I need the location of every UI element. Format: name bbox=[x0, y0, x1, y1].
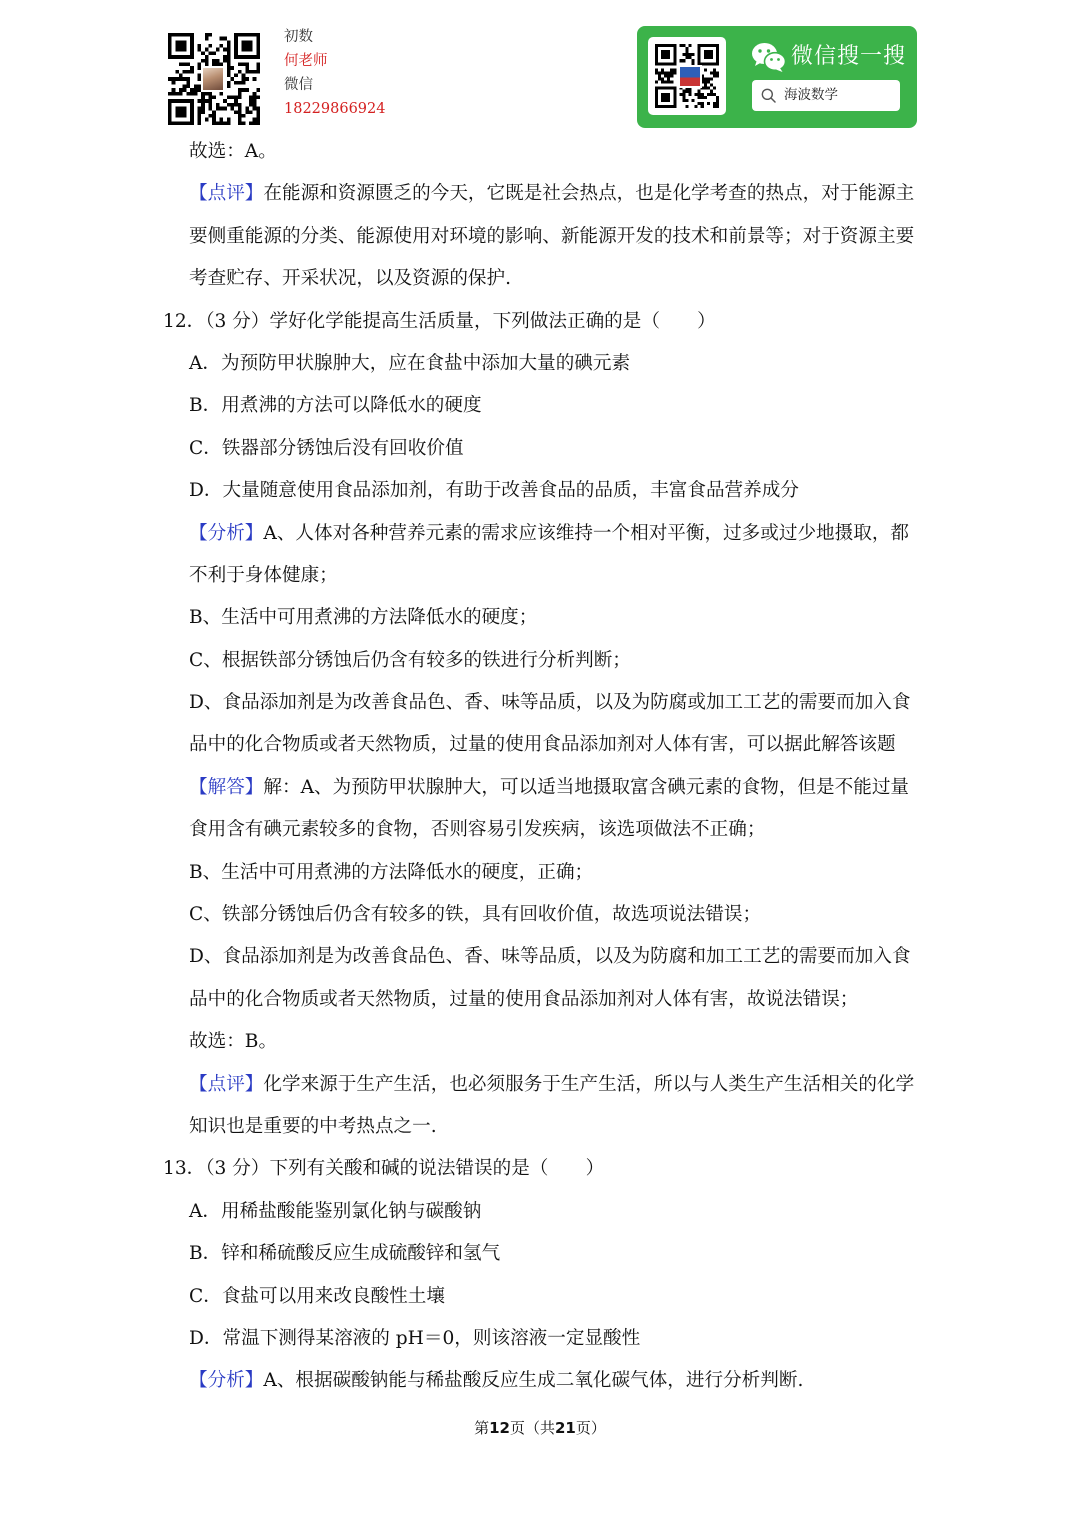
wechat-icon-eye bbox=[767, 49, 770, 52]
footer-total-pages: 21 bbox=[555, 1419, 576, 1437]
comment-text: 化学来源于生产生活，也必须服务于生产生活，所以与人类生产生活相关的化学 bbox=[263, 1073, 915, 1095]
wechat-search-box[interactable] bbox=[752, 80, 900, 111]
qr-center-photo bbox=[201, 66, 225, 92]
wechat-search-query: 海波数学 bbox=[784, 87, 838, 103]
wechat-qr-box[interactable] bbox=[648, 37, 726, 115]
wechat-icon-eye bbox=[777, 58, 780, 61]
wechat-search-card[interactable] bbox=[637, 26, 917, 128]
q13-analysis-line bbox=[0, 1360, 1080, 1402]
wechat-icon-eye bbox=[758, 49, 761, 52]
q12-comment-line: 知识也是重要的中考热点之一. bbox=[189, 1115, 437, 1137]
wechat-icon-bubble-small bbox=[765, 53, 786, 71]
q12-solution-line: 品中的化合物质或者天然物质，过量的使用食品添加剂对人体有害，故说法错误； bbox=[189, 988, 859, 1010]
q11-comment-line: 考查贮存、开采状况，以及资源的保护. bbox=[189, 268, 512, 290]
q13-option-c: C．食盐可以用来改良酸性土壤 bbox=[189, 1285, 445, 1307]
footer-page-number: 12 bbox=[489, 1419, 510, 1437]
q11-answer: 故选：A。 bbox=[189, 141, 277, 162]
q12-solution-line: 食用含有碘元素较多的食物，否则容易引发疾病，该选项做法不正确； bbox=[189, 819, 766, 841]
solution-text: 解：A、为预防甲状腺肿大，可以适当地摄取富含碘元素的食物，但是不能过量 bbox=[263, 776, 910, 798]
footer-middle: 页（共 bbox=[509, 1419, 555, 1437]
q13-option-b: B．锌和稀硫酸反应生成硫酸锌和氢气 bbox=[189, 1243, 501, 1265]
q12-option-a: A．为预防甲状腺肿大，应在食盐中添加大量的碘元素 bbox=[189, 352, 631, 374]
document-body bbox=[0, 131, 1080, 1403]
analysis-text: A、人体对各种营养元素的需求应该维持一个相对平衡，过多或过少地摄取，都 bbox=[263, 522, 910, 544]
q12-comment-line bbox=[0, 1064, 1080, 1106]
search-icon bbox=[761, 88, 776, 103]
q12-option-b: B．用煮沸的方法可以降低水的硬度 bbox=[189, 395, 482, 417]
analysis-tag: 【分析】 bbox=[189, 1370, 264, 1392]
footer-suffix: 页） bbox=[575, 1419, 606, 1437]
q12-stem: 12．（3 分）学好化学能提高生活质量，下列做法正确的是（ ） bbox=[163, 310, 716, 332]
comment-tag: 【点评】 bbox=[189, 183, 264, 205]
q12-answer: 故选：B。 bbox=[189, 1031, 278, 1053]
q12-solution-line: B、生活中可用煮沸的方法降低水的硬度，正确； bbox=[189, 861, 594, 883]
wechat-icon-eye bbox=[770, 58, 773, 61]
comment-tag: 【点评】 bbox=[189, 1073, 264, 1095]
q12-option-c: C．铁器部分锈蚀后没有回收价值 bbox=[189, 437, 464, 459]
contact-subject: 初数 bbox=[284, 29, 313, 45]
wechat-icon bbox=[751, 42, 787, 73]
q12-analysis-line bbox=[0, 513, 1080, 555]
qr-center-logo bbox=[678, 65, 702, 88]
q12-analysis-line: 品中的化合物质或者天然物质，过量的使用食品添加剂对人体有害，可以据此解答该题 bbox=[189, 734, 896, 756]
q12-solution-line: D、食品添加剂是为改善食品色、香、味等品质，以及为防腐和加工工艺的需要而加入食 bbox=[189, 946, 911, 968]
solution-tag: 【解答】 bbox=[189, 776, 264, 798]
analysis-text: A、根据碳酸钠能与稀盐酸反应生成二氧化碳气体，进行分析判断. bbox=[263, 1370, 804, 1392]
footer-prefix: 第 bbox=[474, 1419, 490, 1437]
wechat-search-title: 微信搜一搜 bbox=[791, 44, 907, 69]
q12-analysis-line: C、根据铁部分锈蚀后仍含有较多的铁进行分析判断； bbox=[189, 649, 631, 671]
q11-comment-line bbox=[0, 173, 1080, 215]
analysis-tag: 【分析】 bbox=[189, 522, 264, 544]
contact-phone: 18229866924 bbox=[284, 101, 386, 117]
page-footer bbox=[0, 1417, 1080, 1439]
q13-option-d: D．常温下测得某溶液的 pH＝0，则该溶液一定显酸性 bbox=[189, 1327, 641, 1349]
q12-analysis-line: D、食品添加剂是为改善食品色、香、味等品质，以及为防腐或加工工艺的需要而加入食 bbox=[189, 692, 911, 714]
q13-stem: 13．（3 分）下列有关酸和碱的说法错误的是（ ） bbox=[163, 1158, 605, 1180]
q11-comment-line: 要侧重能源的分类、能源使用对环境的影响、新能源开发的技术和前景等；对于资源主要 bbox=[189, 225, 915, 247]
q12-analysis-line: B、生活中可用煮沸的方法降低水的硬度； bbox=[189, 607, 538, 629]
q12-solution-line: C、铁部分锈蚀后仍含有较多的铁，具有回收价值，故选项说法错误； bbox=[189, 904, 762, 926]
q12-analysis-line: 不利于身体健康； bbox=[189, 564, 338, 586]
comment-text: 在能源和资源匮乏的今天，它既是社会热点，也是化学考查的热点，对于能源主 bbox=[263, 183, 915, 205]
contact-platform: 微信 bbox=[284, 77, 313, 93]
q12-option-d: D．大量随意使用食品添加剂，有助于改善食品的品质，丰富食品营养成分 bbox=[189, 480, 799, 502]
q13-option-a: A．用稀盐酸能鉴别氯化钠与碳酸钠 bbox=[189, 1200, 482, 1222]
q12-solution-line bbox=[0, 767, 1080, 809]
contact-teacher: 何老师 bbox=[284, 53, 328, 69]
